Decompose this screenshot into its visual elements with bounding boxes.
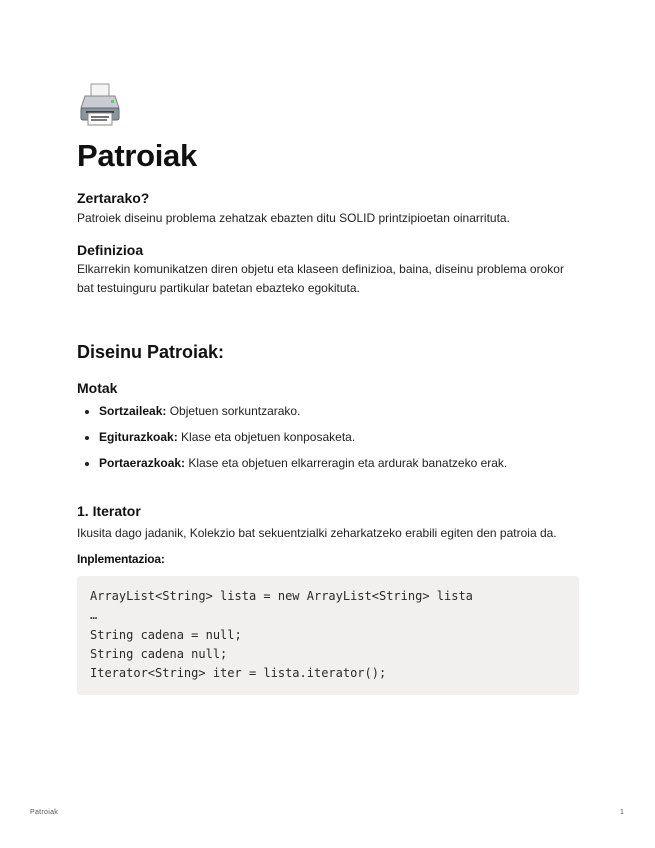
printer-icon — [77, 82, 123, 128]
code-line: String cadena null; — [90, 646, 228, 661]
code-line: Iterator<String> iter = lista.iterator(); — [90, 666, 387, 681]
types-heading: Motak — [77, 380, 118, 396]
iterator-heading: 1. Iterator — [77, 503, 141, 519]
list-item — [99, 454, 579, 472]
iterator-text: Ikusita dago jadanik, Kolekzio bat sekuentzialki zeharkatzeko erabili egiten den patroia da. — [77, 526, 557, 540]
type-term: Portaerazkoak: — [99, 456, 186, 470]
code-line: … — [90, 608, 98, 623]
page-content — [77, 82, 579, 695]
zertarako-text: Patroiek diseinu problema zehatzak ebazten ditu SOLID printzipioetan oinarrituta. — [77, 211, 510, 225]
type-term: Egiturazkoak: — [99, 430, 178, 444]
zertarako-heading: Zertarako? — [77, 190, 150, 206]
list-item — [99, 402, 579, 420]
definizioa-heading: Definizioa — [77, 242, 144, 258]
code-block — [77, 576, 579, 695]
page-number: 1 — [620, 809, 624, 816]
code-line: ArrayList<String> lista = new ArrayList<String> lista — [90, 589, 473, 603]
footer-title: Patroiak — [30, 809, 59, 816]
type-desc: Objetuen sorkuntzarako. — [169, 404, 301, 418]
page-title: Patroiak — [77, 138, 197, 173]
type-desc: Klase eta objetuen elkarreragin eta ardurak banatzeko erak. — [188, 456, 508, 470]
implementation-label: Inplementazioa: — [77, 552, 165, 566]
type-term: Sortzaileak: — [99, 404, 167, 418]
type-desc: Klase eta objetuen konposaketa. — [181, 430, 356, 444]
code-line: String cadena = null; — [90, 627, 242, 642]
types-list — [77, 402, 579, 472]
design-patterns-heading: Diseinu Patroiak: — [77, 342, 225, 362]
list-item — [99, 428, 579, 446]
definizioa-text: Elkarrekin komunikatzen diren objetu eta klaseen definizioa, baina, diseinu problema orokor bat testuinguru partikular batetan ebazteko egokituta. — [77, 262, 564, 295]
